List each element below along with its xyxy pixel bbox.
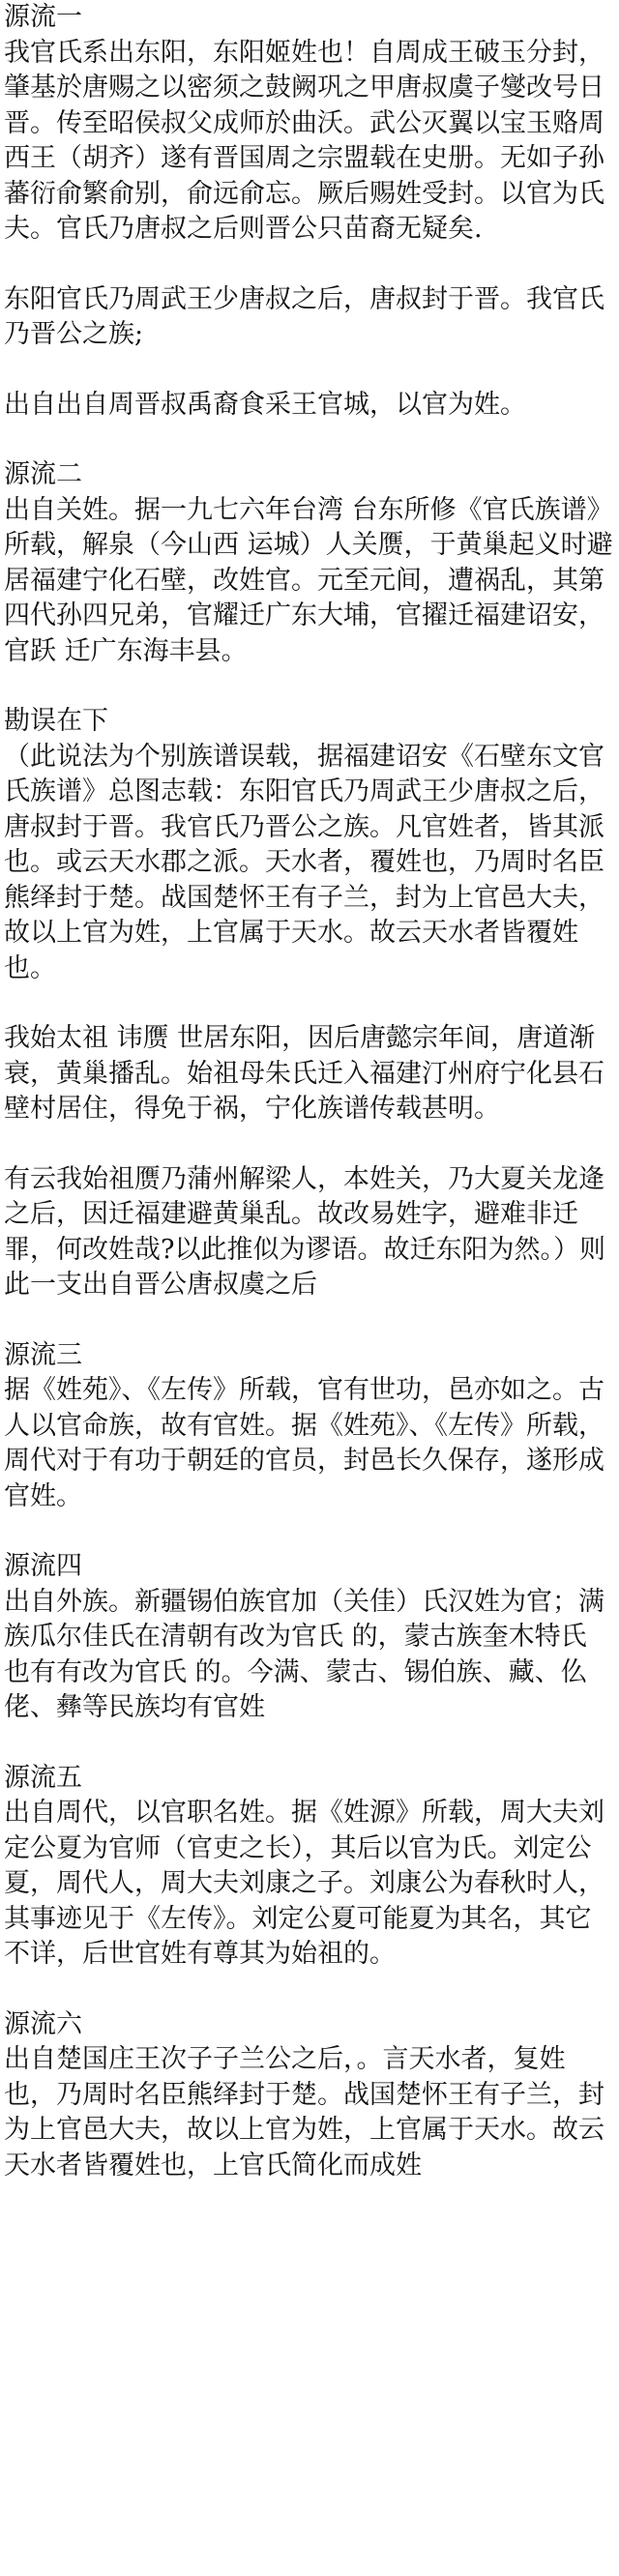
spacer xyxy=(4,669,615,704)
spacer xyxy=(4,1726,615,1761)
spacer xyxy=(4,986,615,1021)
section-heading: 源流六 xyxy=(4,2008,82,2039)
section-origin-2 xyxy=(4,457,615,669)
section-heading: 勘误在下 xyxy=(4,706,108,736)
spacer xyxy=(4,1127,615,1162)
paragraph: 我始太祖 讳赝 世居东阳，因后唐懿宗年间，唐道渐衰，黄巢播乱。始祖母朱氏迁入福建汀州府宁化县石壁村居住，得免于祸，宁化族谱传载甚明。 xyxy=(4,1023,604,1124)
section-heading: 源流五 xyxy=(4,1762,82,1793)
section-heading: 源流四 xyxy=(4,1551,82,1581)
paragraph: 我官氏系出东阳，东阳姬姓也！自周成王破玉分封，肇基於唐赐之以密须之鼓阙巩之甲唐叔虞子燮改号日晋。传至昭侯叔父成师於曲沃。武公灭翼以宝玉赂周西王（胡齐）遂有晋国周之宗盟载在史册。无如子孙蕃衍俞繁俞别，俞远俞忘。厥后赐姓受封。以官为氏夫。官氏乃唐叔之后则晋公只苗裔无疑矣. xyxy=(4,37,604,244)
section-origin-4 xyxy=(4,1549,615,1726)
section-heading: 源流三 xyxy=(4,1339,82,1370)
spacer xyxy=(4,1514,615,1549)
paragraph: 出自出自周晋叔禹裔食采王官城，以官为姓。 xyxy=(4,389,526,420)
section-origin-3 xyxy=(4,1338,615,1515)
spacer xyxy=(4,423,615,457)
paragraph: 有云我始祖赝乃蒲州解梁人，本姓关，乃大夏关龙逄之后，因迁福建避黄巢乱。故改易姓字，避难非迁罪，何改姓哉?以此推似为谬语。故迁东阳为然。）则此一支出自晋公唐叔虞之后 xyxy=(4,1163,605,1300)
section-heading: 源流一 xyxy=(4,2,82,32)
paragraph: 出自外族。新疆锡伯族官加（关佳）氏汉姓为官；满族瓜尔佳氏在清朝有改为官氏 的，蒙古族奎木特氏 也有有改为官氏 的。今满、蒙古、锡伯族、藏、仫佬、彝等民族均有官姓 xyxy=(4,1586,604,1722)
section-heading: 源流二 xyxy=(4,459,82,489)
paragraph: 东阳官氏乃周武王少唐叔之后，唐叔封于晋。我官氏乃晋公之族; xyxy=(4,283,604,349)
section-origin-1 xyxy=(4,0,615,423)
spacer xyxy=(4,1303,615,1338)
spacer xyxy=(4,248,615,282)
paragraph: 出自楚国庄王次子子兰公之后，。言天水者，复姓也，乃周时名臣熊绎封于楚。战国楚怀王有子兰，封为上官邑大夫，故以上官为姓，上官属于天水。故云天水者皆覆姓也，上官氏简化而成姓 xyxy=(4,2044,604,2181)
paragraph: （此说法为个别族谱误载，据福建诏安《石壁东文官氏族谱》总图志载：东阳官氏乃周武王少唐叔之后，唐叔封于晋。我官氏乃晋公之族。凡官姓者，皆其派也。或云天水郡之派。天水者，覆姓也，乃周时名臣熊绎封于楚。战国楚怀王有子兰，封为上官邑大夫，故以上官为姓，上官属于天水。故云天水者皆覆姓也。 xyxy=(4,741,604,983)
section-origin-5 xyxy=(4,1761,615,1973)
paragraph: 据《姓苑》、《左传》所载，官有世功，邑亦如之。古人以官命族，故有官姓。据《姓苑》、《左传》所载，周代对于有功于朝廷的官员，封邑长久保存，遂形成官姓。 xyxy=(4,1375,604,1511)
spacer xyxy=(4,353,615,388)
section-errata xyxy=(4,704,615,1303)
spacer xyxy=(4,1973,615,2007)
paragraph: 出自关姓。据一九七六年台湾 台东所修《官氏族谱》所载，解泉（今山西 运城）人关赝，于黄巢起义时避居福建宁化石壁，改姓官。元至元间，遭祸乱，其第四代孙四兄弟，官耀迁广东大埔，官擢迁福建诏安，官跃 迁广东海丰县。 xyxy=(4,494,613,666)
section-origin-6 xyxy=(4,2007,615,2184)
paragraph: 出自周代，以官职名姓。据《姓源》所载，周大夫刘定公夏为官师（官吏之长），其后以官为氏。刘定公夏，周代人，周大夫刘康之子。刘康公为春秋时人，其事迹见于《左传》。刘定公夏可能夏为其名，其它不详，后世官姓有尊其为始祖的。 xyxy=(4,1798,604,1969)
